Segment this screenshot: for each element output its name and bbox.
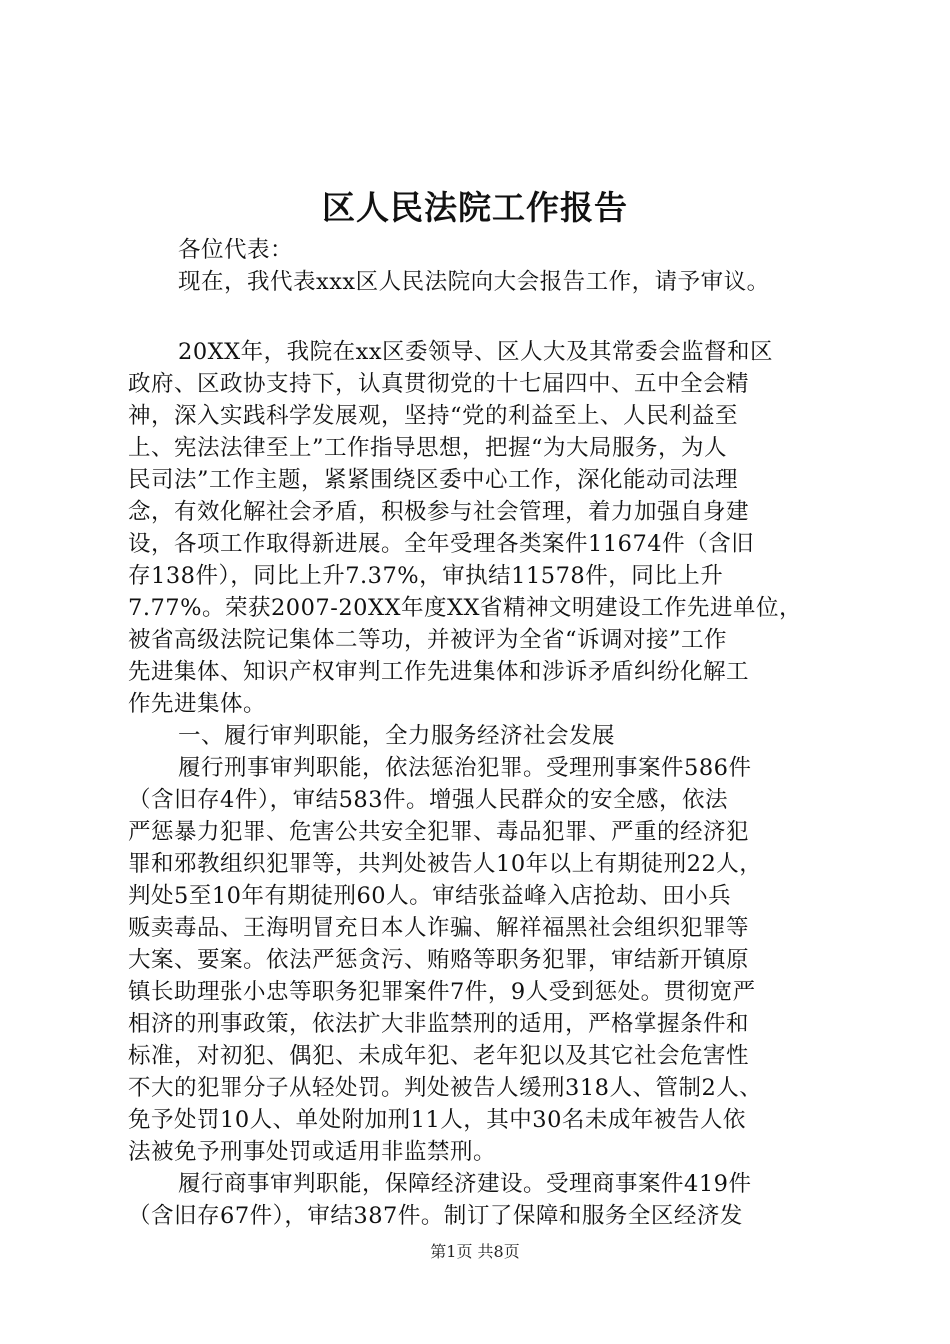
text-line: 判处5至10年有期徒刑60人。审结张益峰入店抢劫、田小兵 xyxy=(128,883,732,909)
text-line: 履行刑事审判职能，依法惩治犯罪。受理刑事案件586件 xyxy=(178,755,752,781)
text-line: 不大的犯罪分子从轻处罚。判处被告人缓刑318人、管制2人、 xyxy=(128,1075,763,1101)
section-heading: 一、履行审判职能，全力服务经济社会发展 xyxy=(178,723,616,749)
text-line: 设，各项工作取得新进展。全年受理各类案件11674件（含旧 xyxy=(128,531,755,557)
text-line: 存138件），同比上升7.37%，审执结11578件，同比上升 xyxy=(128,563,724,589)
text-line: 作先进集体。 xyxy=(128,691,267,717)
text-line: 被省高级法院记集体二等功，并被评为全省“诉调对接”工作 xyxy=(128,627,728,653)
text-line: （含旧存4件），审结583件。增强人民群众的安全感，依法 xyxy=(128,787,729,813)
text-line: 免予处罚10人、单处附加刑11人，其中30名未成年被告人依 xyxy=(128,1107,746,1133)
text-line: 法被免予刑事处罚或适用非监禁刑。 xyxy=(128,1139,497,1165)
page-footer: 第1页 共8页 xyxy=(430,1242,520,1261)
text-line: 严惩暴力犯罪、危害公共安全犯罪、毒品犯罪、严重的经济犯 xyxy=(128,819,750,845)
text-line: 相济的刑事政策，依法扩大非监禁刑的适用，严格掌握条件和 xyxy=(128,1011,750,1037)
text-line: 贩卖毒品、王海明冒充日本人诈骗、解祥福黑社会组织犯罪等 xyxy=(128,915,750,941)
text-line: 上、宪法法律至上”工作指导思想，把握“为大局服务，为人 xyxy=(128,435,728,461)
document-body xyxy=(128,234,858,1232)
document-title: 区人民法院工作报告 xyxy=(322,188,628,227)
salutation: 各位代表： xyxy=(178,237,294,263)
paragraph-gap xyxy=(128,298,858,336)
text-line: 先进集体、知识产权审判工作先进集体和涉诉矛盾纠纷化解工 xyxy=(128,659,750,685)
text-line: 7.77%。荣获2007-20XX年度XX省精神文明建设工作先进单位， xyxy=(128,595,803,621)
text-line: 镇长助理张小忠等职务犯罪案件7件，9人受到惩处。贯彻宽严 xyxy=(128,979,756,1005)
text-line: 20XX年，我院在xx区委领导、区人大及其常委会监督和区 xyxy=(178,339,774,365)
text-line: 念，有效化解社会矛盾，积极参与社会管理，着力加强自身建 xyxy=(128,499,750,525)
text-line: 政府、区政协支持下，认真贯彻党的十七届四中、五中全会精 xyxy=(128,371,750,397)
text-line: （含旧存67件），审结387件。制订了保障和服务全区经济发 xyxy=(128,1203,743,1229)
text-line: 履行商事审判职能，保障经济建设。受理商事案件419件 xyxy=(178,1171,752,1197)
intro-line: 现在，我代表xxx区人民法院向大会报告工作，请予审议。 xyxy=(178,269,770,295)
text-line: 民司法”工作主题，紧紧围绕区委中心工作，深化能动司法理 xyxy=(128,467,739,493)
text-line: 大案、要案。依法严惩贪污、贿赂等职务犯罪，审结新开镇原 xyxy=(128,947,750,973)
text-line: 标准，对初犯、偶犯、未成年犯、老年犯以及其它社会危害性 xyxy=(128,1043,750,1069)
text-line: 罪和邪教组织犯罪等，共判处被告人10年以上有期徒刑22人， xyxy=(128,851,763,877)
text-line: 神，深入实践科学发展观，坚持“党的利益至上、人民利益至 xyxy=(128,403,739,429)
